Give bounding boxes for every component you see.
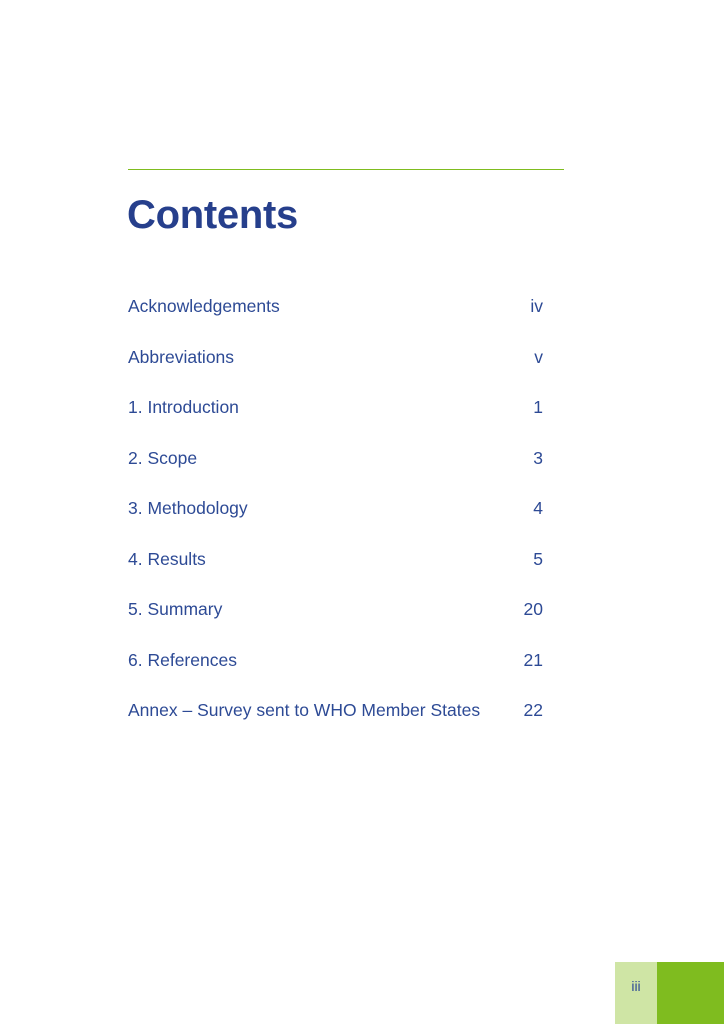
toc-entry-label: 5. Summary bbox=[128, 599, 223, 619]
toc-entry-page: 21 bbox=[523, 649, 543, 670]
page-number: iii bbox=[631, 978, 641, 994]
toc-entry-label: 4. Results bbox=[128, 548, 206, 569]
toc-entry-references[interactable] bbox=[128, 648, 543, 699]
toc-entry-label: Abbreviations bbox=[128, 346, 235, 367]
toc-entry-label: 6. References bbox=[128, 649, 237, 670]
header-rule bbox=[128, 169, 564, 170]
toc-entry-page: 4 bbox=[533, 498, 543, 518]
toc-entry-label: Acknowledgements bbox=[128, 296, 280, 316]
page-corner-block bbox=[657, 962, 724, 1024]
page-title: Contents bbox=[127, 193, 298, 237]
toc-entry-results[interactable] bbox=[128, 547, 543, 598]
toc-entry-abbreviations[interactable] bbox=[128, 345, 543, 396]
toc-entry-methodology[interactable] bbox=[128, 496, 543, 547]
toc-entry-scope[interactable] bbox=[128, 446, 543, 497]
toc-entry-label: 3. Methodology bbox=[128, 498, 248, 518]
table-of-contents bbox=[128, 294, 543, 749]
toc-entry-page: 3 bbox=[533, 447, 543, 468]
toc-entry-label: Annex – Survey sent to WHO Member States bbox=[128, 700, 481, 720]
toc-entry-acknowledgements[interactable] bbox=[128, 294, 543, 345]
toc-entry-page: iv bbox=[530, 296, 543, 316]
toc-entry-page: 1 bbox=[533, 397, 543, 417]
toc-entry-page: 22 bbox=[523, 700, 543, 720]
toc-entry-annex[interactable] bbox=[128, 698, 543, 749]
toc-entry-page: 5 bbox=[533, 548, 543, 569]
toc-entry-introduction[interactable] bbox=[128, 395, 543, 446]
toc-entry-label: 2. Scope bbox=[128, 447, 198, 468]
page-number-tab bbox=[615, 962, 657, 1024]
toc-entry-summary[interactable] bbox=[128, 597, 543, 648]
toc-entry-label: 1. Introduction bbox=[128, 397, 239, 417]
toc-entry-page: v bbox=[534, 346, 543, 367]
toc-entry-page: 20 bbox=[523, 599, 543, 619]
